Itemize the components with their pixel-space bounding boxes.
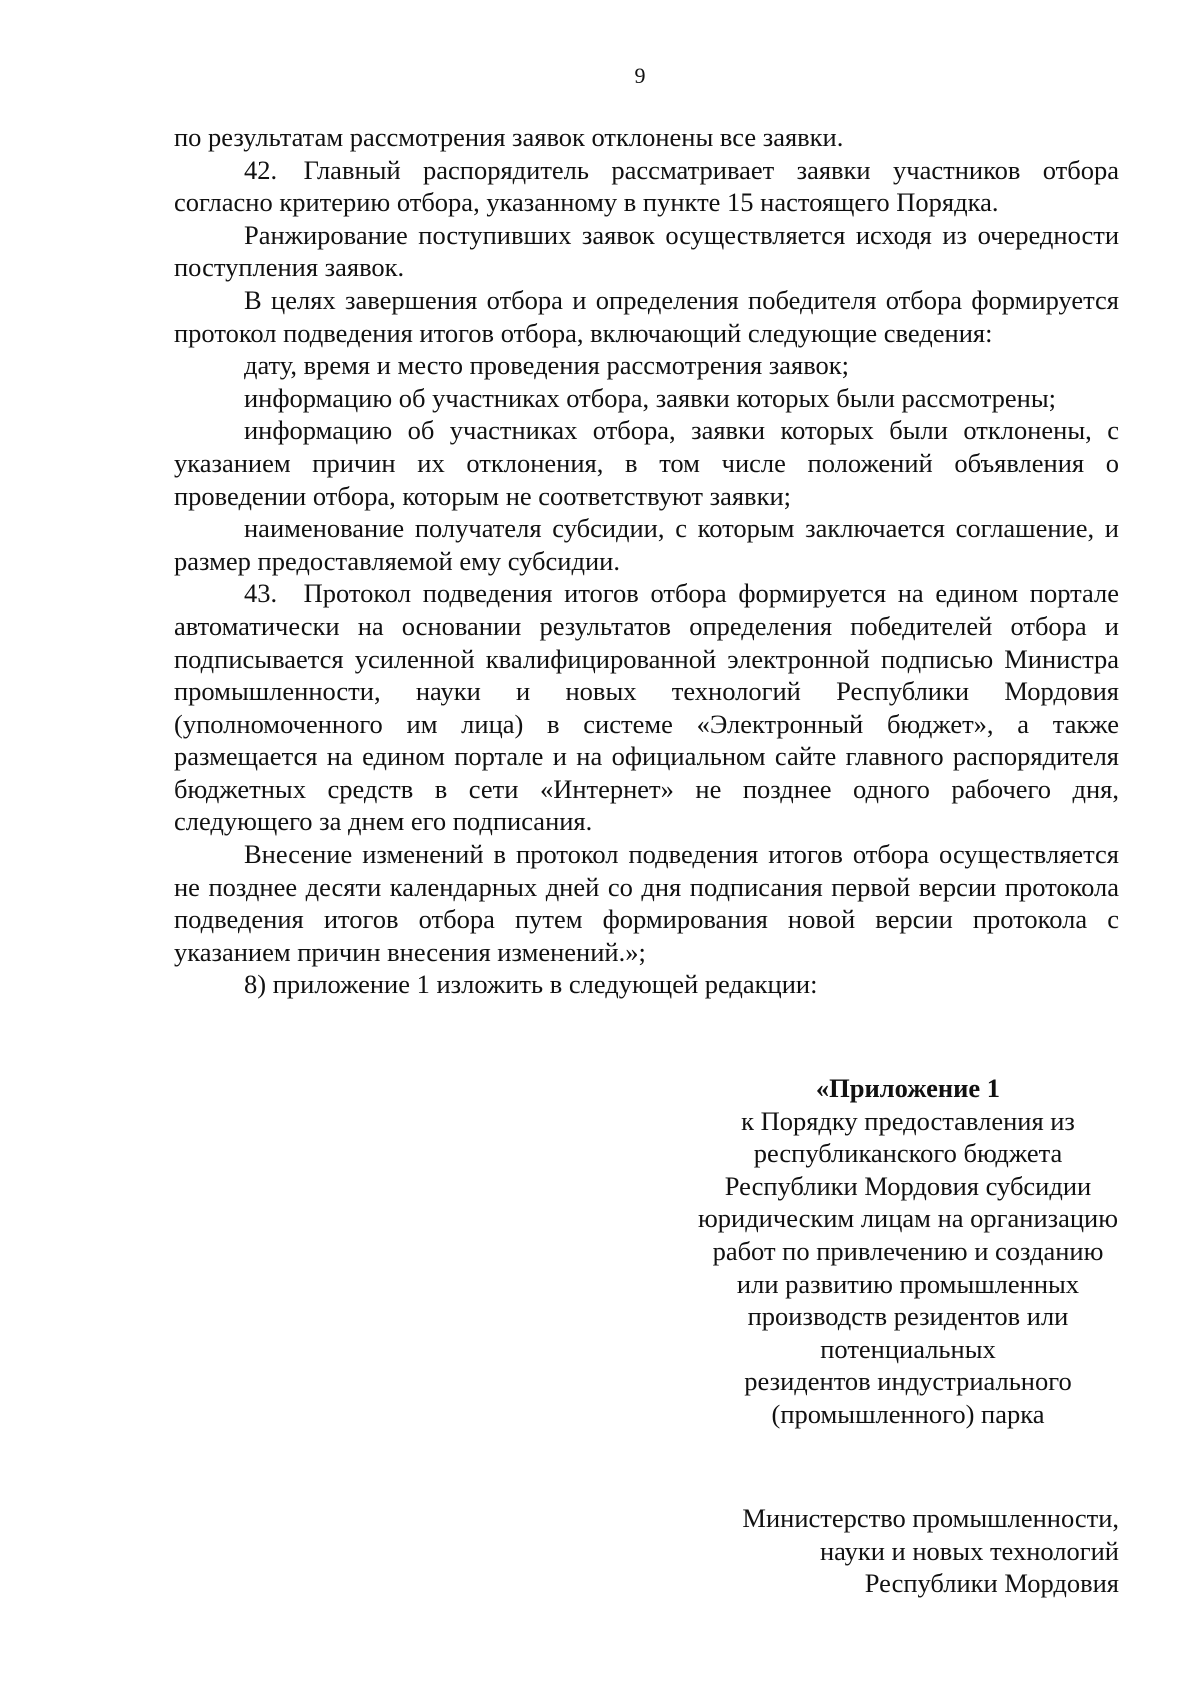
paragraph-amendments: Внесение изменений в протокол подведения итогов отбора осуществляется не позднее десяти календарных дней со дня подписания первой версии протокола подведения итогов отбора путем формирования новой версии протокола с указанием причин внесения изменений.»; xyxy=(174,839,1119,967)
annex-line: к Порядку предоставления из xyxy=(741,1105,1075,1136)
annex-line: работ по привлечению и созданию xyxy=(712,1235,1104,1266)
annex-header xyxy=(668,1072,1148,1431)
list-item-rejected: информацию об участниках отбора, заявки которых были отклонены, с указанием причин их отклонения, в том числе положений объявления о проведении отбора, которым не соответствуют заявки; xyxy=(174,415,1119,511)
addressee-line: Министерство промышленности, xyxy=(742,1503,1119,1533)
paragraph-ranking: Ранжирование поступивших заявок осуществляется исходя из очередности поступления заявок. xyxy=(174,219,1119,283)
paragraph-item-42: 42. Главный распорядитель рассматривает заявки участников отбора согласно критерию отбора, указанному в пункте 15 настоящего Порядка. xyxy=(174,154,1119,218)
list-item-recipient: наименование получателя субсидии, с которым заключается соглашение, и размер предоставляемой ему субсидии. xyxy=(174,513,1119,576)
annex-line: (промышленного) парка xyxy=(771,1398,1045,1429)
addressee-line: науки и новых технологий xyxy=(820,1535,1119,1566)
paragraph-item-8: 8) приложение 1 изложить в следующей редакции: xyxy=(244,969,818,1000)
annex-line: или развитию промышленных xyxy=(736,1268,1080,1299)
annex-line: потенциальных xyxy=(820,1333,996,1364)
addressee-block xyxy=(599,1502,1119,1600)
paragraph-item-43: 43. Протокол подведения итогов отбора формируется на едином портале автоматически на основании результатов определения победителей отбора и подписывается усиленной квалифицированной электронной подписью Министра промышленности, науки и новых технологий Республики Мордовия (уполномоченного им лица) в системе «Электронный бюджет», а также размещается на едином портале и на официальном сайте главного распорядителя бюджетных средств в сети «Интернет» не позднее одного рабочего дня, следующего за днем его подписания. xyxy=(174,578,1119,837)
page-number: 9 xyxy=(634,63,646,88)
paragraph-continuation: по результатам рассмотрения заявок отклонены все заявки. xyxy=(174,122,844,152)
annex-line: республиканского бюджета xyxy=(753,1138,1063,1169)
document-body xyxy=(174,121,1119,1001)
paragraph-protocol-intro: В целях завершения отбора и определения победителя отбора формируется протокол подведения итогов отбора, включающий следующие сведения: xyxy=(174,284,1119,348)
list-item-date-time: дату, время и место проведения рассмотрения заявок; xyxy=(244,350,850,381)
annex-line: производств резидентов или xyxy=(747,1301,1069,1332)
addressee-line: Республики Мордовия xyxy=(864,1568,1119,1599)
list-item-considered: информацию об участниках отбора, заявки которых были рассмотрены; xyxy=(244,382,1057,413)
annex-title: «Приложение 1 xyxy=(815,1073,1001,1103)
annex-line: юридическим лицам на организацию xyxy=(697,1203,1119,1234)
annex-line: Республики Мордовия субсидии xyxy=(724,1170,1092,1201)
annex-line: резидентов индустриального xyxy=(744,1366,1072,1397)
